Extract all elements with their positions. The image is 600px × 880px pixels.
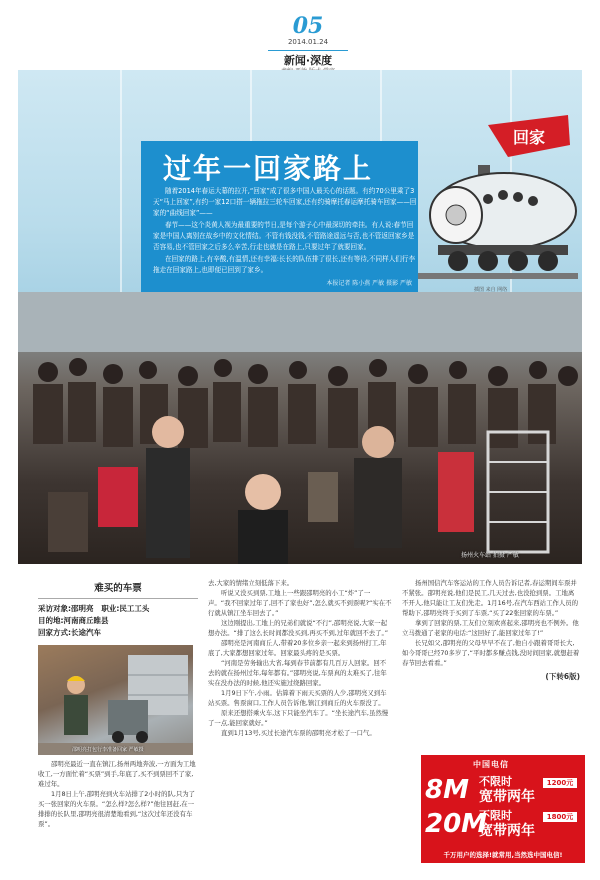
info-value: 邵明亮 xyxy=(71,604,94,613)
info-value: 河南商丘睢县 xyxy=(63,616,109,625)
body-paragraph: 1月8日上午,邵明亮到火车站排了2小时的队,只为了买一张回家的火车票。“怎么样?怎么样?”他往回赶,在一排排的长队里,邵明亮很清楚地看到,“这次过年还没有车票”。 xyxy=(38,790,196,828)
sidebar-body xyxy=(38,759,198,829)
info-label: 职业: xyxy=(101,604,120,613)
illustration-caption: 插图 来自 网络 xyxy=(474,287,508,293)
headline-box xyxy=(141,141,418,292)
ad-speed: 8M xyxy=(425,775,469,805)
crowd-photo-art xyxy=(18,292,582,564)
info-value: 民工工头 xyxy=(119,604,150,613)
china-telecom-logo: 中国电信 xyxy=(473,760,509,769)
ad-price: 1800元 xyxy=(543,812,577,822)
info-row xyxy=(38,627,198,639)
sidebar-column xyxy=(38,582,198,829)
interview-info xyxy=(38,603,198,639)
body-paragraph: 邵明亮最近一直在镇江,扬州两地奔波,一方面为工地收工,一方面忙着“买票”到手,年底了,买不到票回不了家,难过年。 xyxy=(38,760,196,788)
intro-text xyxy=(153,186,418,277)
page-date: 2014.01.24 xyxy=(287,38,329,46)
body-paragraph: “河南是劳务输出大省,每到春节前都有几百万人回家。回不去的就在扬州过年,每年都有。”邵明亮说,车票真的太难买了,往年实在没办法的时候,他还实施过绕路回家。 xyxy=(208,659,387,687)
body-paragraph: 扬州国信汽车客运站的工作人员告诉记者,春运期间车票并不紧张。邵明亮说,他们是民工,几天过去,也没抢到票。工地离不开人,他只能让工友们先走。1月16号,在汽车西站工作人员的帮助下,邵明亮终于买到了车票,“买了22张回家的车票。” xyxy=(402,579,579,617)
continued-note: (下转6版) xyxy=(545,672,580,681)
section-title: 新闻·深度 xyxy=(283,54,333,67)
ad-price: 1200元 xyxy=(543,778,577,788)
page-header xyxy=(268,14,348,76)
header-divider xyxy=(268,50,348,51)
ad-offer-line2: 宽带两年 xyxy=(479,789,535,805)
illustration-banner-text: 回家 xyxy=(513,128,546,147)
body-paragraph: 拿到了回家的票,工友们立刻欢喜起来,邵明亮也不例外。他立马拨通了老家的电话:“这回好了,能回家过年了!” xyxy=(402,619,579,637)
headline: 过年一回家路上 xyxy=(163,152,374,185)
crowd-photo xyxy=(18,292,582,564)
ad-offer-line1: 不限时 xyxy=(479,775,512,788)
info-row xyxy=(38,603,198,615)
info-label: 回家方式: xyxy=(38,628,71,637)
body-paragraph: 原来还想搭乘火车,这下只能坐汽车了。“坐长途汽车,虽然慢了一点,能回家就好。” xyxy=(208,709,389,727)
middle-column xyxy=(208,578,392,738)
info-value: 长途汽车 xyxy=(71,628,101,637)
crowd-photo-caption: 扬州火车站 拍摄 严敏 xyxy=(461,552,519,559)
sidebar-title: 难买的车票 xyxy=(38,582,198,599)
body-paragraph: 去,大家的情绪立刻低落下来。 xyxy=(208,579,294,587)
body-paragraph: 邵明亮是河南商丘人,带着20多位乡亲一起来到扬州打工,年底了,大家都想回家过年。回家最头疼的是买票。 xyxy=(208,639,387,657)
page-number: 05 xyxy=(292,13,324,39)
right-column xyxy=(402,578,580,682)
ad-slogan: 千万用户的选择!就常用,当然选中国电信! xyxy=(443,851,563,859)
body-paragraph: 这边刚提出,工地上的兄弟们就说“不行”,邵明亮说,大家一起想办法。“排了这么长时间都没买到,再买不到,过年就回不去了。” xyxy=(208,619,389,637)
worker-photo-caption: 邵明亮打包行李准备回家 严敏摄 xyxy=(72,747,144,753)
info-row xyxy=(38,615,198,627)
worker-photo xyxy=(38,645,193,755)
intro-paragraph: 随着2014年春运大幕的拉开,“回家”成了很多中国人最关心的话题。有约70公里乘了3天“马上回家”,有约一家12口搭一辆拖拉三轮车回家,还有约骑摩托春运摩托骑车回家——回家的“曲线回家”—— xyxy=(153,187,417,217)
body-paragraph: 听说又没买到票,工地上一些跟邵明亮的小工“炸”了一声。“我不回家过年了,回不了家也好”,怎么就买不到票呢?“实在不行就从镇江坐车回去了。” xyxy=(208,589,392,617)
ad-offer-line2: 宽带两年 xyxy=(479,823,535,839)
info-label: 采访对象: xyxy=(38,604,71,613)
body-paragraph: 长兄如父,邵明亮的父母早早不在了,他自小跟着哥哥长大,如今哥哥已经70多岁了,“平时都多赚点钱,没时间回家,就想赶着春节回去看看。” xyxy=(402,639,580,667)
ad-speed: 20M xyxy=(425,809,488,839)
train-illustration xyxy=(418,115,578,295)
train-illustration-art xyxy=(418,115,578,295)
telecom-ad[interactable] xyxy=(421,755,585,863)
worker-photo-art xyxy=(38,645,193,755)
body-paragraph: 1月9日下午,小雨。估算着下雨天买票的人少,邵明亮又到车站买票。售票窗口,工作人员告诉他,镇江到商丘的火车票没了。 xyxy=(208,689,387,707)
ad-offer-line1: 不限时 xyxy=(479,809,512,822)
intro-paragraph: 在回家的路上,有辛酸,有温情,还有幸福:长长的队伍排了很长,还有等待,不同样人们行李拖走在回家路上,也即便已回到了家乡。 xyxy=(153,255,416,274)
body-paragraph: 直到1月13号,买过长途汽车票的邵明亮才松了一口气。 xyxy=(221,729,376,737)
intro-paragraph: 春节——这个炎黄人视为最重要的节日,是每个游子心中最深切的牵挂。有人说:春节回家是中国人离别在故乡中的文化情结。不管有钱没钱,不管路途遥远与否,也不管返回家乡是否容易,也不管回家之后多么辛苦,行走也就是在路上,只要过年了就要回家。 xyxy=(153,221,415,251)
ad-offer-row xyxy=(425,775,583,805)
byline: 本报记者 陈小燕 严敏 摄影 严敏 xyxy=(326,280,412,287)
ad-offer-row xyxy=(425,809,583,839)
info-label: 目的地: xyxy=(38,616,64,625)
